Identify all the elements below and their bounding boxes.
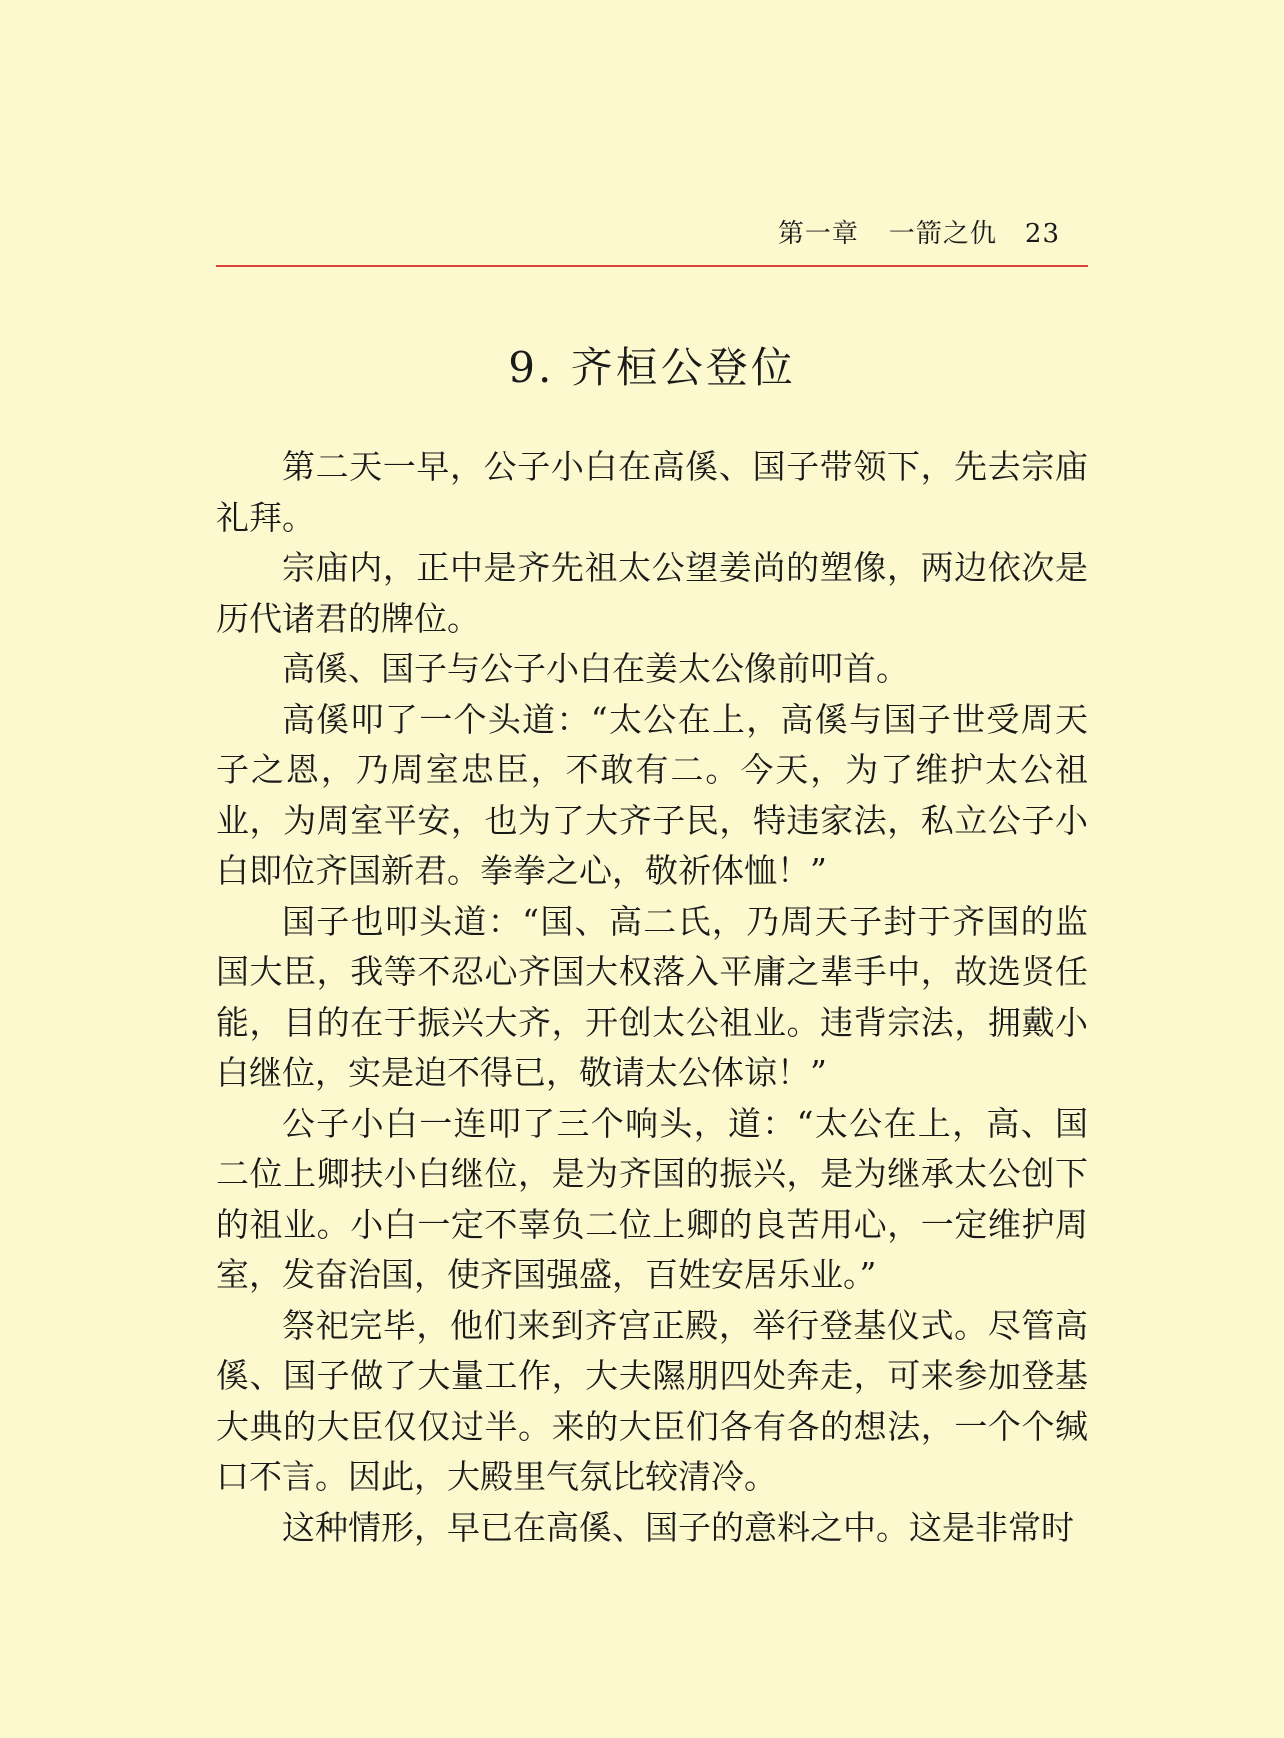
header-rule: [216, 265, 1088, 267]
page-number: 23: [1024, 219, 1060, 249]
paragraph: 高傒叩了一个头道：“太公在上，高傒与国子世受周天子之恩，乃周室忠臣，不敢有二。今天，为了维护太公祖业，为周室平安，也为了大齐子民，特违家法，私立公子小白即位齐国新君。拳拳之心，敬祈体恤！”: [216, 699, 1088, 890]
paragraph: 公子小白一连叩了三个响头，道：“太公在上，高、国二位上卿扶小白继位，是为齐国的振兴，是为继承太公创下的祖业。小白一定不辜负二位上卿的良苦用心，一定维护周室，发奋治国，使齐国强盛，百姓安居乐业。”: [216, 1103, 1088, 1294]
paragraph: 宗庙内，正中是齐先祖太公望姜尚的塑像，两边依次是历代诸君的牌位。: [216, 548, 1088, 638]
paragraph: 这种情形，早已在高傒、国子的意料之中。这是非常时: [282, 1507, 1074, 1547]
paragraph: 第二天一早，公子小白在高傒、国子带领下，先去宗庙礼拜。: [216, 447, 1088, 537]
running-header: [216, 214, 1088, 254]
paragraph: 国子也叩头道：“国、高二氏，乃周天子封于齐国的监国大臣，我等不忍心齐国大权落入平庸之辈手中，故选贤任能，目的在于振兴大齐，开创太公祖业。违背宗法，拥戴小白继位，实是迫不得已，敬请太公体谅！”: [216, 901, 1088, 1092]
body-text: [216, 442, 1088, 1553]
paragraph: 高傒、国子与公子小白在姜太公像前叩首。: [282, 649, 909, 688]
section-title: 9. 齐桓公登位: [508, 343, 796, 392]
header-section: 一箭之仇: [888, 219, 997, 249]
header-chapter: 第一章: [777, 219, 859, 249]
paragraph: 祭祀完毕，他们来到齐宫正殿，举行登基仪式。尽管高傒、国子做了大量工作，大夫隰朋四处奔走，可来参加登基大典的大臣仅仅过半。来的大臣们各有各的想法，一个个缄口不言。因此，大殿里气氛比较清冷。: [216, 1305, 1088, 1496]
